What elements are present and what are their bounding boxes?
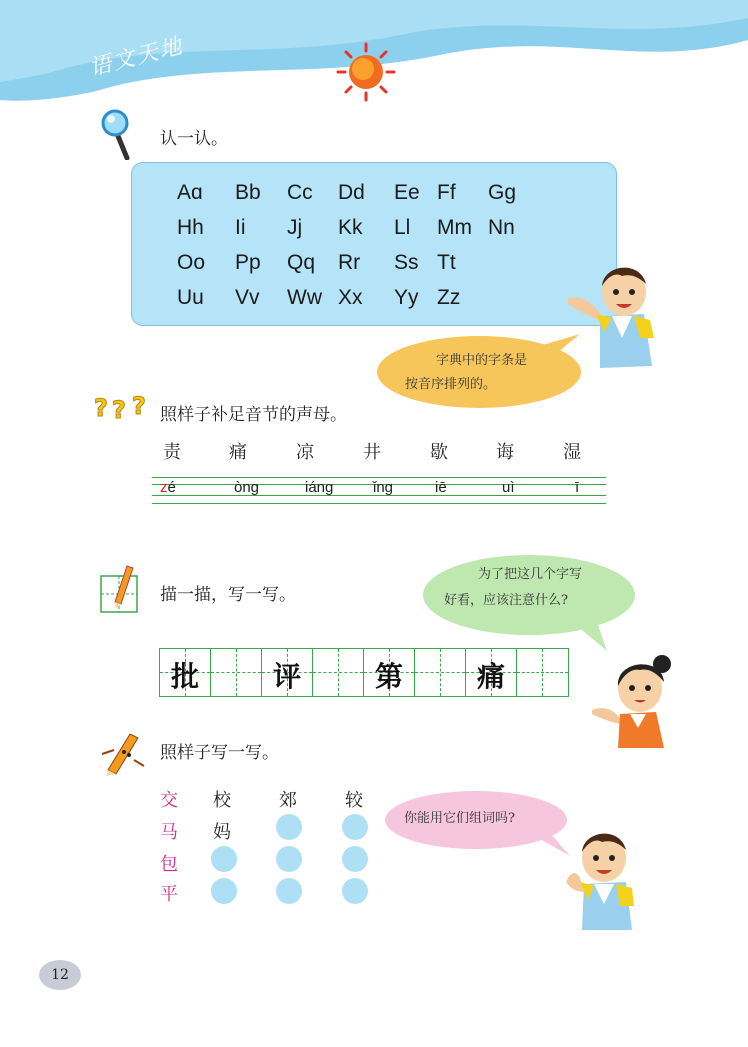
grid-cell[interactable]	[313, 649, 364, 696]
grid-cell[interactable]	[517, 649, 568, 696]
trace-char: 评	[272, 660, 301, 693]
bubble-words: 你能用它们组词吗?	[404, 811, 515, 826]
example-word: 校	[213, 790, 231, 811]
answer-blank[interactable]	[211, 846, 237, 872]
letter: Jj	[287, 216, 303, 239]
syllable-final[interactable]: iánɡ	[305, 479, 334, 496]
letter: Hh	[177, 216, 204, 239]
example-word: 郊	[279, 790, 297, 811]
letter: Oo	[177, 251, 206, 274]
grid-cell	[466, 649, 517, 696]
syllable-final[interactable]: iē	[435, 479, 447, 496]
girl-character-illustration	[590, 648, 690, 750]
letter: Tt	[437, 251, 456, 274]
answer-blank[interactable]	[342, 814, 368, 840]
svg-text:?: ?	[132, 392, 146, 420]
bubble-writing-line2: 好看，应该注意什么?	[444, 593, 568, 608]
syllable-char: 歇	[430, 442, 448, 463]
trace-char: 痛	[476, 660, 505, 693]
boy-character-illustration	[560, 822, 646, 934]
syllable-final[interactable]: ī	[575, 479, 580, 496]
radical-char: 马	[160, 822, 178, 843]
writing-line	[152, 477, 606, 478]
letter: Ss	[394, 251, 419, 274]
syllable-initial: z	[160, 479, 168, 496]
letter: Ll	[394, 216, 411, 239]
letter: Gg	[488, 181, 517, 204]
sun-icon	[336, 42, 396, 102]
letter: Xx	[338, 286, 363, 309]
grid-cell	[160, 649, 211, 696]
syllable-char: 凉	[296, 442, 314, 463]
answer-blank[interactable]	[342, 878, 368, 904]
example-word: 较	[345, 790, 363, 811]
answer-blank[interactable]	[276, 878, 302, 904]
question-marks-icon	[92, 392, 154, 422]
grid-cell[interactable]	[415, 649, 466, 696]
alphabet-box	[131, 162, 617, 326]
svg-text:?: ?	[112, 396, 126, 422]
letter: Uu	[177, 286, 204, 309]
trace-char: 批	[170, 660, 199, 693]
tian-zi-ge-grid	[159, 648, 569, 697]
syllable-char: 井	[363, 442, 381, 463]
grid-cell	[262, 649, 313, 696]
magnifier-icon	[100, 108, 134, 160]
letter: Nn	[488, 216, 515, 239]
pencil-grid-icon	[99, 562, 141, 614]
bubble-dictionary-line2: 按音序排列的。	[405, 377, 497, 392]
example-word: 妈	[213, 822, 231, 843]
section-title-trace-write: 描一描，写一写。	[160, 585, 296, 605]
section-title-recognize: 认一认。	[160, 129, 228, 149]
section-title-write-example: 照样子写一写。	[160, 743, 279, 763]
letter: Kk	[338, 216, 363, 239]
syllable-pinyin	[160, 479, 176, 496]
page-number: 12	[39, 960, 81, 990]
answer-blank[interactable]	[211, 878, 237, 904]
letter: Aɑ	[177, 181, 203, 204]
syllable-char: 痛	[229, 442, 247, 463]
header-title: 语文天地	[86, 33, 187, 82]
letter: Dd	[338, 181, 365, 204]
svg-text:?: ?	[94, 394, 108, 422]
writing-line	[152, 503, 606, 504]
answer-blank[interactable]	[276, 846, 302, 872]
letter: Mm	[437, 216, 472, 239]
syllable-char: 诲	[496, 442, 514, 463]
letter: Ee	[394, 181, 420, 204]
letter: Ff	[437, 181, 456, 204]
syllable-final[interactable]: ǐng	[373, 479, 394, 496]
answer-blank[interactable]	[276, 814, 302, 840]
syllable-char: 湿	[563, 442, 581, 463]
letter: Qq	[287, 251, 316, 274]
letter: Vv	[235, 286, 260, 309]
letter: Ii	[235, 216, 246, 239]
answer-blank[interactable]	[342, 846, 368, 872]
letter: Rr	[338, 251, 361, 274]
grid-cell	[364, 649, 415, 696]
letter: Pp	[235, 251, 261, 274]
letter: Ww	[287, 286, 322, 309]
section-title-fill-initials: 照样子补足音节的声母。	[160, 405, 347, 425]
trace-char: 第	[374, 660, 403, 693]
radical-char: 包	[160, 854, 178, 875]
radical-char: 平	[160, 884, 178, 905]
letter: Cc	[287, 181, 313, 204]
bubble-dictionary-line1: 字典中的字条是	[436, 353, 528, 368]
bubble-writing-line1: 为了把这几个字写	[478, 567, 583, 582]
syllable-char: 责	[163, 442, 181, 463]
radical-char: 交	[160, 790, 178, 811]
grid-cell[interactable]	[211, 649, 262, 696]
syllable-final[interactable]: uì	[502, 479, 515, 496]
letter: Zz	[437, 286, 461, 309]
letter: Yy	[394, 286, 419, 309]
pencil-character-icon	[100, 730, 148, 776]
letter: Bb	[235, 181, 261, 204]
syllable-final: é	[167, 479, 176, 496]
syllable-final[interactable]: òng	[234, 479, 260, 496]
